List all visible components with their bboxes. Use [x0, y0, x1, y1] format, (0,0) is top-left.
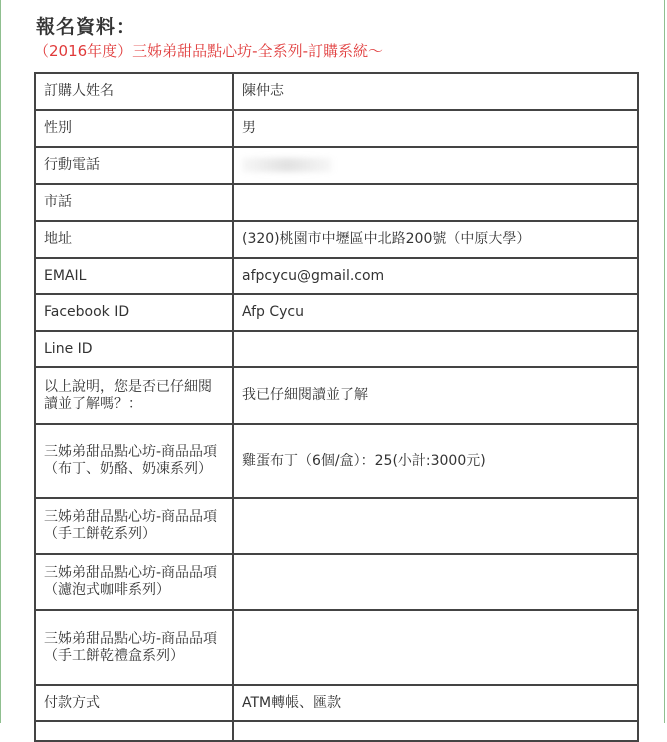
row-label: Facebook ID	[35, 294, 233, 331]
row-value: 男	[233, 110, 638, 147]
row-label: 三姊弟甜品點心坊-商品品項（濾泡式咖啡系列）	[35, 554, 233, 610]
row-label: 行動電話	[35, 147, 233, 184]
row-value	[233, 498, 638, 554]
row-value	[233, 184, 638, 221]
row-value	[233, 610, 638, 685]
table-row-gender	[35, 110, 638, 147]
table-row-line	[35, 331, 638, 367]
row-value: afpcycu@gmail.com	[233, 258, 638, 294]
table-row-facebook	[35, 294, 638, 331]
table-row-partial	[35, 721, 638, 741]
row-label: Line ID	[35, 331, 233, 367]
row-label: 市話	[35, 184, 233, 221]
table-row-cookie-series	[35, 498, 638, 554]
row-label: 地址	[35, 221, 233, 258]
row-label: EMAIL	[35, 258, 233, 294]
row-value: 雞蛋布丁（6個/盒）：25(小計:3000元)	[233, 424, 638, 498]
row-value: (320)桃園市中壢區中北路200號（中原大學）	[233, 221, 638, 258]
row-label: 三姊弟甜品點心坊-商品品項（布丁、奶酪、奶凍系列）	[35, 424, 233, 498]
row-label: 訂購人姓名	[35, 73, 233, 110]
table-row-landline	[35, 184, 638, 221]
table-row-mobile	[35, 147, 638, 184]
page-subtitle: （2016年度）三姊弟甜品點心坊-全系列-訂購系統～	[34, 42, 384, 60]
row-label: 三姊弟甜品點心坊-商品品項（手工餅乾禮盒系列）	[35, 610, 233, 685]
table-row-coffee-series	[35, 554, 638, 610]
row-value-redacted	[233, 147, 638, 184]
redacted-blur	[242, 158, 332, 172]
row-value: Afp Cycu	[233, 294, 638, 331]
registration-table	[34, 72, 639, 742]
row-value	[233, 331, 638, 367]
row-label: 付款方式	[35, 685, 233, 721]
table-row-name	[35, 73, 638, 110]
table-row-email	[35, 258, 638, 294]
row-value: 陳仲志	[233, 73, 638, 110]
row-label: 以上說明，您是否已仔細閱讀並了解嗎？：	[35, 367, 233, 424]
row-value	[233, 554, 638, 610]
table-row-pudding-series	[35, 424, 638, 498]
row-value-empty	[233, 721, 638, 741]
row-value: 我已仔細閱讀並了解	[233, 367, 638, 424]
page-title: 報名資料：	[36, 16, 137, 38]
row-label: 性別	[35, 110, 233, 147]
row-value: ATM轉帳、匯款	[233, 685, 638, 721]
table-row-address	[35, 221, 638, 258]
table-row-gift-box-series	[35, 610, 638, 685]
table-row-confirm	[35, 367, 638, 424]
row-label-empty	[35, 721, 233, 741]
row-label: 三姊弟甜品點心坊-商品品項（手工餅乾系列）	[35, 498, 233, 554]
table-row-payment	[35, 685, 638, 721]
